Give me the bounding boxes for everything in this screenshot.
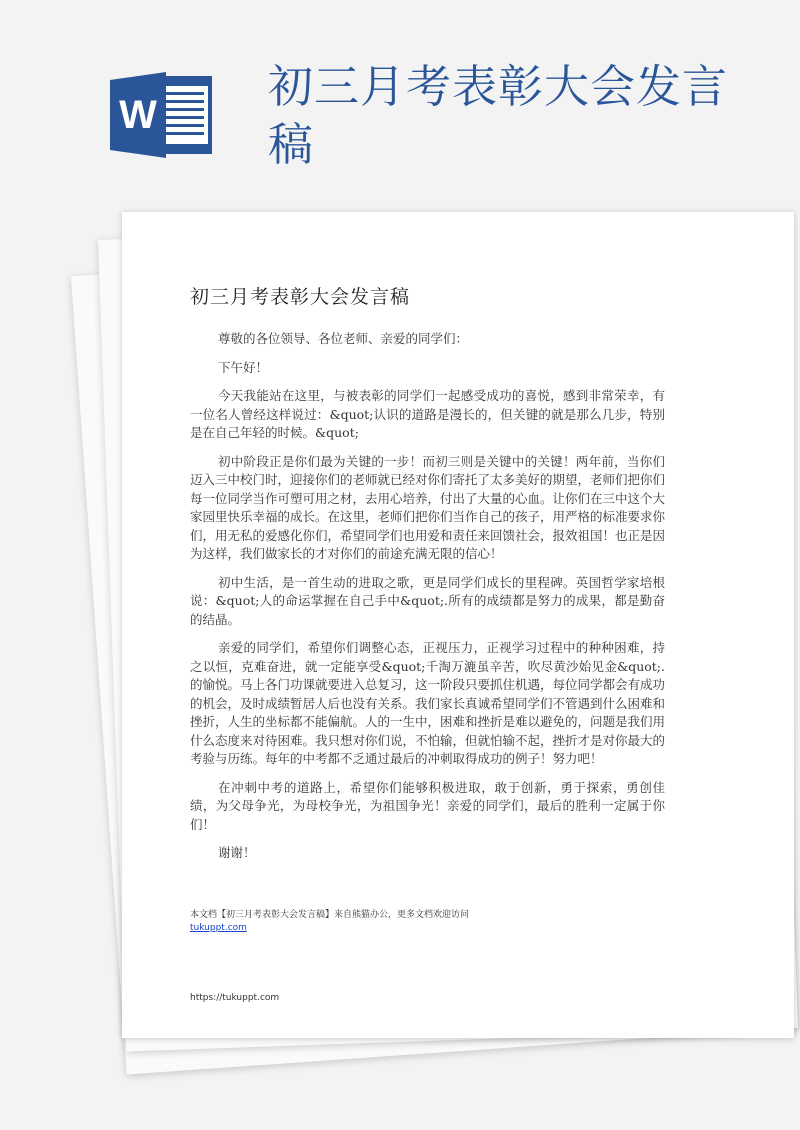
page-title: 初三月考表彰大会发言稿 bbox=[268, 60, 729, 171]
bottom-url: https://tukuppt.com bbox=[190, 993, 280, 1003]
closing: 谢谢！ bbox=[218, 845, 256, 860]
body-paragraph: 初中生活，是一首生动的进取之歌，更是同学们成长的里程碑。英国哲学家培根说：&quot;人的命运掌握在自己手中&quot;.所有的成绩都是努力的成果，都是勤奋的结晶。 bbox=[190, 574, 665, 627]
body-paragraph: 今天我能站在这里，与被表彰的同学们一起感受成功的喜悦，感到非常荣幸，有一位名人曾经这样说过：&quot;认识的道路是漫长的，但关键的就是那么几步，特别是在自己年轻的时候。&quot; bbox=[190, 388, 665, 440]
body-paragraph: 在冲刺中考的道路上，希望你们能够积极进取，敢于创新，勇于探索，勇创佳绩，为父母争光，为母校争光，为祖国争光！亲爱的同学们，最后的胜利一定属于你们！ bbox=[190, 779, 665, 832]
body-paragraph: 初中阶段正是你们最为关键的一步！而初三则是关键中的关键！两年前，当你们迈入三中校门时，迎接你们的老师就已经对你们寄托了太多美好的期望，老师们把你们每一位同学当作可塑可用之材，去用心培养，付出了大量的心血。让你们在三中这个大家园里快乐幸福的成长。在这里，老师们把你们当作自己的孩子，用严格的标准要求你们，用无私的爱感化你们，希望同学们也用爱和责任来回馈社会，报效祖国！也正是因为这样，我们做家长的才对你们的前途充满无限的信心！ bbox=[190, 453, 666, 561]
footer-note bbox=[190, 909, 710, 935]
word-icon-letter: W bbox=[119, 93, 157, 137]
salutation: 尊敬的各位领导、各位老师、亲爱的同学们： bbox=[218, 331, 469, 346]
greeting: 下午好！ bbox=[218, 359, 269, 375]
footer-note-text: 本文档【初三月考表彰大会发言稿】来自熊猫办公，更多文档欢迎访问 bbox=[190, 910, 470, 920]
footer-link[interactable]: tukuppt.com bbox=[190, 923, 247, 933]
document-title: 初三月考表彰大会发言稿 bbox=[190, 286, 411, 308]
body-paragraph: 亲爱的同学们，希望你们调整心态，正视压力，正视学习过程中的种种困难，持之以恒，克难奋进，就一定能享受&quot;千淘万漉虽辛苦，吹尽黄沙始见金&quot;.的愉悦。马上各门功课就要进入总复习，这一阶段只要抓住机遇，每位同学都会有成功的机会，及时成绩暂居人后也没有关系。我们家长真诚希望同学们不管遇到什么困难和挫折，人生的坐标都不能偏航。人的一生中，困难和挫折是难以避免的，问题是我们用什么态度来对待困难。我只想对你们说，不怕输，但就怕输不起，挫折才是对你最大的考验与历练。每年的中考都不乏通过最后的冲刺取得成功的例子！努力吧！ bbox=[190, 640, 666, 766]
document-body bbox=[190, 330, 665, 873]
word-document-icon bbox=[110, 72, 214, 158]
document-page bbox=[122, 212, 794, 1038]
